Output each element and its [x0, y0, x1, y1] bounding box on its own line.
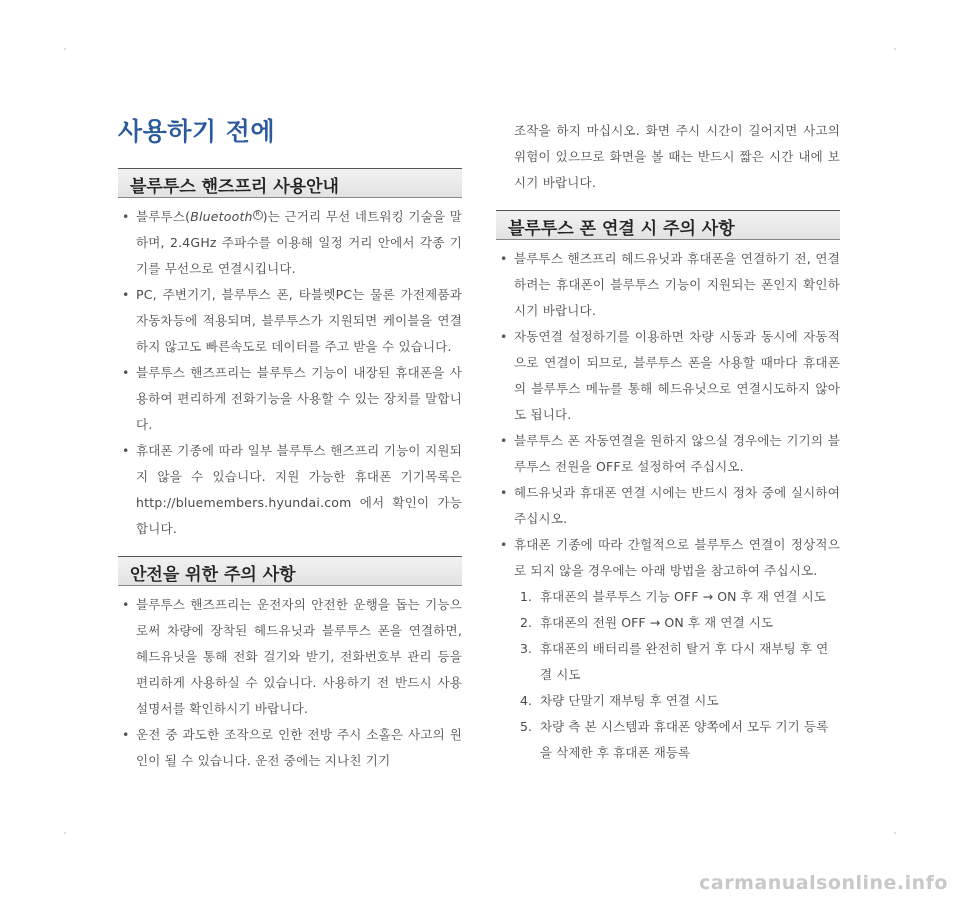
bullet-text: 블루투스(: [136, 209, 191, 224]
step-text: 휴대폰의 블루투스 기능 OFF → ON 후 재 연결 시도: [540, 589, 826, 604]
step-number: 4.: [520, 693, 533, 708]
list-item: • 블루투스 핸즈프리는 블루투스 기능이 내장된 휴대폰을 사용하여 편리하게 전화기능을 사용할 수 있는 장치를 말합니다.: [118, 360, 462, 438]
step-number: 5.: [520, 719, 533, 734]
step-number: 1.: [520, 589, 533, 604]
step-text: 차량 측 본 시스템과 휴대폰 양쪽에서 모두 기기 등록을 삭제한 후 휴대폰 재등록: [540, 719, 829, 760]
step-text: 휴대폰의 배터리를 완전히 탈거 후 다시 재부팅 후 연결 시도: [540, 641, 829, 682]
bluetooth-term: Bluetooth: [190, 209, 253, 224]
list-item: • 휴대폰 기종에 따라 간헐적으로 블루투스 연결이 정상적으로 되지 않을 경우에는 아래 방법을 참고하여 주십시오.: [496, 532, 840, 584]
connection-list: [496, 246, 840, 584]
list-item: • 운전 중 과도한 조작으로 인한 전방 주시 소홀은 사고의 원인이 될 수 있습니다. 운전 중에는 지나친 기기: [118, 722, 462, 774]
watermark: carmanualsonline.info: [699, 872, 948, 894]
crop-mark: [894, 832, 896, 834]
step-text: 휴대폰의 전원 OFF → ON 후 재 연결 시도: [540, 615, 774, 630]
step-number: 2.: [520, 615, 533, 630]
crop-mark: [64, 48, 66, 50]
list-item: • 블루투스 폰 자동연결을 원하지 않으실 경우에는 기기의 블루투스 전원을 OFF로 설정하여 주십시오.: [496, 428, 840, 480]
continued-paragraph: 조작을 하지 마십시오. 화면 주시 시간이 길어지면 사고의 위험이 있으므로 화면을 볼 때는 반드시 짧은 시간 내에 보시기 바랍니다.: [514, 123, 840, 190]
troubleshoot-steps: [496, 584, 840, 766]
step-number: 3.: [520, 641, 533, 656]
bluetooth-guide-list: [118, 204, 462, 542]
step-text: 차량 단말기 재부팅 후 연결 시도: [540, 693, 719, 708]
list-item: • 자동연결 설정하기를 이용하면 차량 시동과 동시에 자동적으로 연결이 되므로, 블루투스 폰을 사용할 때마다 휴대폰의 블루투스 메뉴를 통해 헤드유닛으로 연결시도하지 않아도 됩니다.: [496, 324, 840, 428]
page-title: 사용하기 전에: [118, 117, 276, 146]
bullet-text: )는 근거리 무선 네트워킹 기술을 말하며, 2.4GHz 주파수를 이용해 일정 거리 안에서 각종 기기를 무선으로 연결시킵니다.: [136, 209, 462, 276]
step-item: [514, 688, 840, 714]
list-item: • PC, 주변기기, 블루투스 폰, 타블렛PC는 물론 가전제품과 자동차등에 적용되며, 블루투스가 지원되면 케이블을 연결하지 않고도 빠른속도로 데이터를 주고 받을 수 있습니다.: [118, 282, 462, 360]
crop-mark: [64, 832, 66, 834]
section-heading-safety: 안전을 위한 주의 사항: [118, 556, 462, 586]
step-item: [514, 610, 840, 636]
step-item: [514, 714, 840, 766]
section-heading-connection: 블루투스 폰 연결 시 주의 사항: [496, 210, 840, 240]
list-item: • 블루투스 핸즈프리는 운전자의 안전한 운행을 돕는 기능으로써 차량에 장착된 헤드유닛과 블루투스 폰을 연결하면, 헤드유닛을 통해 전화 걸기와 받기, 전화번호부 관리 등을 편리하게 사용하실 수 있습니다. 사용하기 전 반드시 사용설명서를 확인하시기 바랍니다.: [118, 592, 462, 722]
left-column: [118, 168, 462, 774]
right-column: [496, 118, 840, 766]
step-item: [514, 584, 840, 610]
step-item: [514, 636, 840, 688]
safety-list: [118, 592, 462, 774]
list-item: [118, 204, 462, 282]
list-item: • 휴대폰 기종에 따라 일부 블루투스 핸즈프리 기능이 지원되지 않을 수 있습니다. 지원 가능한 휴대폰 기기목록은 http://bluemembers.hyundai.com 에서 확인이 가능합니다.: [118, 438, 462, 542]
crop-mark: [894, 48, 896, 50]
registered-mark: R: [253, 210, 263, 220]
section-heading-bluetooth-guide: 블루투스 핸즈프리 사용안내: [118, 168, 462, 198]
list-item: • 블루투스 핸즈프리 헤드유닛과 휴대폰을 연결하기 전, 연결하려는 휴대폰이 블루투스 기능이 지원되는 폰인지 확인하시기 바랍니다.: [496, 246, 840, 324]
list-item: • 헤드유닛과 휴대폰 연결 시에는 반드시 정차 중에 실시하여 주십시오.: [496, 480, 840, 532]
